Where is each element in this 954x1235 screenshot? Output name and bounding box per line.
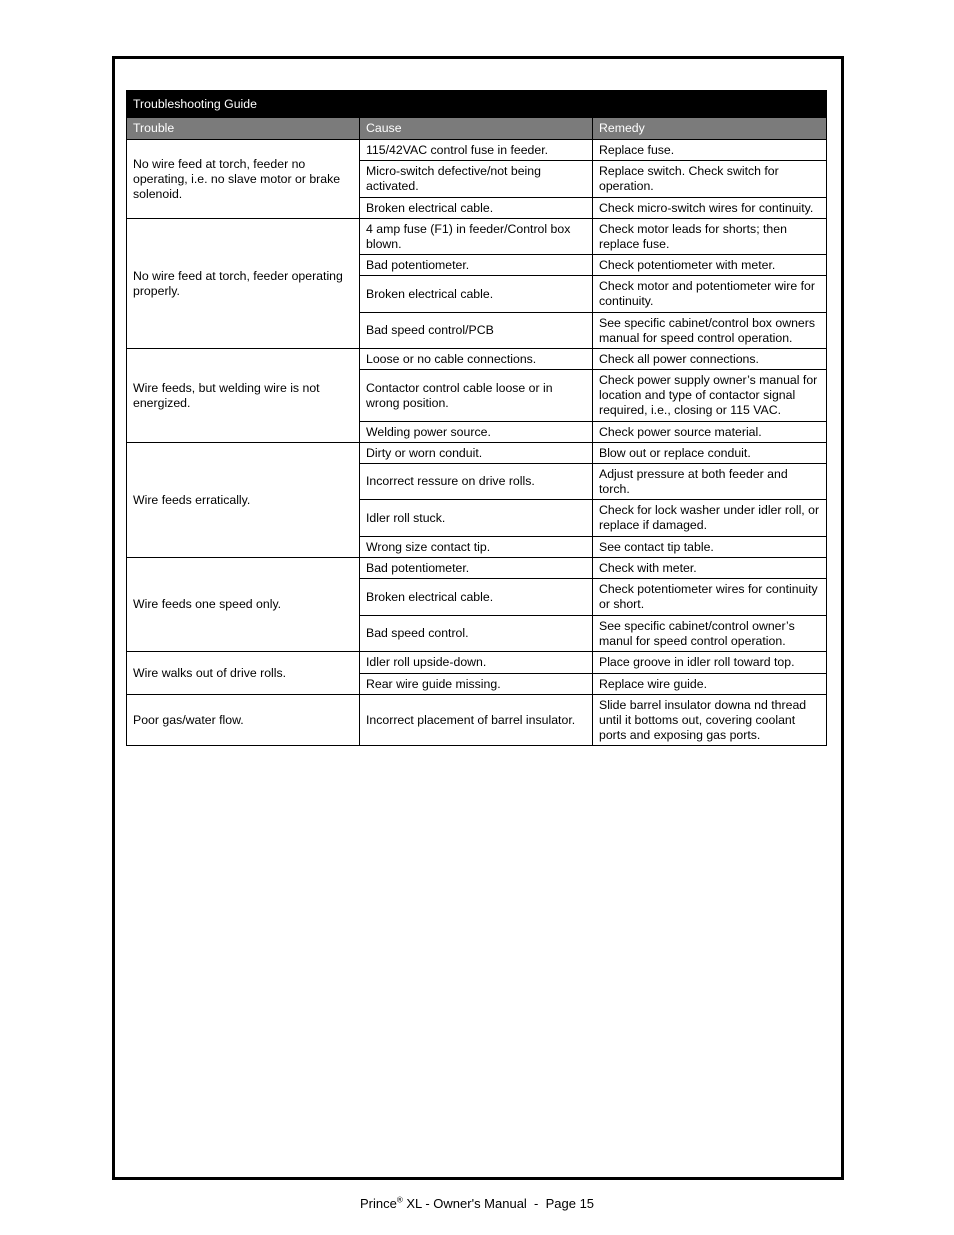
cause-cell: Loose or no cable connections. [360,349,593,370]
column-header-remedy: Remedy [593,118,827,140]
cause-cell: Contactor control cable loose or in wrong position. [360,370,593,422]
registered-mark: ® [396,1195,403,1205]
table-row [127,219,827,255]
table-title: Troubleshooting Guide [127,91,827,118]
remedy-cell: Replace fuse. [593,140,827,161]
table-row [127,558,827,579]
cause-cell: Incorrect ressure on drive rolls. [360,464,593,500]
cause-cell: Micro-switch defective/not being activated. [360,161,593,198]
trouble-cell: Wire feeds one speed only. [127,558,360,652]
table-row [127,695,827,746]
remedy-cell: Check power supply owner’s manual for location and type of contactor signal required, i.e., closing or 115 VAC. [593,370,827,422]
remedy-cell: Check motor and potentiometer wire for continuity. [593,276,827,313]
remedy-cell: Replace switch. Check switch for operation. [593,161,827,198]
remedy-cell: Check with meter. [593,558,827,579]
cause-cell: Broken electrical cable. [360,276,593,313]
cause-cell: Dirty or worn conduit. [360,443,593,464]
table-row [127,443,827,464]
table-row [127,140,827,161]
trouble-cell: Wire feeds erratically. [127,443,360,558]
troubleshooting-table [126,90,827,746]
remedy-cell: Adjust pressure at both feeder and torch. [593,464,827,500]
remedy-cell: See specific cabinet/control box owners manual for speed control operation. [593,313,827,349]
cause-cell: Bad speed control/PCB [360,313,593,349]
cause-cell: Idler roll stuck. [360,500,593,537]
cause-cell: 4 amp fuse (F1) in feeder/Control box blown. [360,219,593,255]
remedy-cell: Replace wire guide. [593,674,827,695]
remedy-cell: Check for lock washer under idler roll, or replace if damaged. [593,500,827,537]
cause-cell: Broken electrical cable. [360,579,593,616]
cause-cell: Broken electrical cable. [360,198,593,219]
remedy-cell: Check potentiometer wires for continuity or short. [593,579,827,616]
cause-cell: Bad speed control. [360,616,593,652]
remedy-cell: See contact tip table. [593,537,827,558]
remedy-cell: Check power source material. [593,422,827,443]
remedy-cell: See specific cabinet/control owner’s manul for speed control operation. [593,616,827,652]
cause-cell: Idler roll upside-down. [360,652,593,674]
footer-text: XL - Owner's Manual - Page 15 [402,1196,595,1211]
remedy-cell: Blow out or replace conduit. [593,443,827,464]
page-footer [0,1196,954,1211]
remedy-cell: Slide barrel insulator downa nd thread until it bottoms out, covering coolant ports and exposing gas ports. [593,695,827,746]
remedy-cell: Check all power connections. [593,349,827,370]
cause-cell: Wrong size contact tip. [360,537,593,558]
cause-cell: Rear wire guide missing. [360,674,593,695]
trouble-cell: No wire feed at torch, feeder no operating, i.e. no slave motor or brake solenoid. [127,140,360,219]
remedy-cell: Check micro-switch wires for continuity. [593,198,827,219]
trouble-cell: Poor gas/water flow. [127,695,360,746]
table-row [127,652,827,674]
remedy-cell: Place groove in idler roll toward top. [593,652,827,674]
cause-cell: Welding power source. [360,422,593,443]
table-row [127,349,827,370]
column-header-trouble: Trouble [127,118,360,140]
cause-cell: Incorrect placement of barrel insulator. [360,695,593,746]
cause-cell: Bad potentiometer. [360,558,593,579]
column-header-cause: Cause [360,118,593,140]
footer-brand: Prince [359,1196,397,1211]
remedy-cell: Check motor leads for shorts; then replace fuse. [593,219,827,255]
trouble-cell: Wire walks out of drive rolls. [127,652,360,695]
cause-cell: Bad potentiometer. [360,255,593,276]
cause-cell: 115/42VAC control fuse in feeder. [360,140,593,161]
trouble-cell: No wire feed at torch, feeder operating properly. [127,219,360,349]
trouble-cell: Wire feeds, but welding wire is not energized. [127,349,360,443]
remedy-cell: Check potentiometer with meter. [593,255,827,276]
